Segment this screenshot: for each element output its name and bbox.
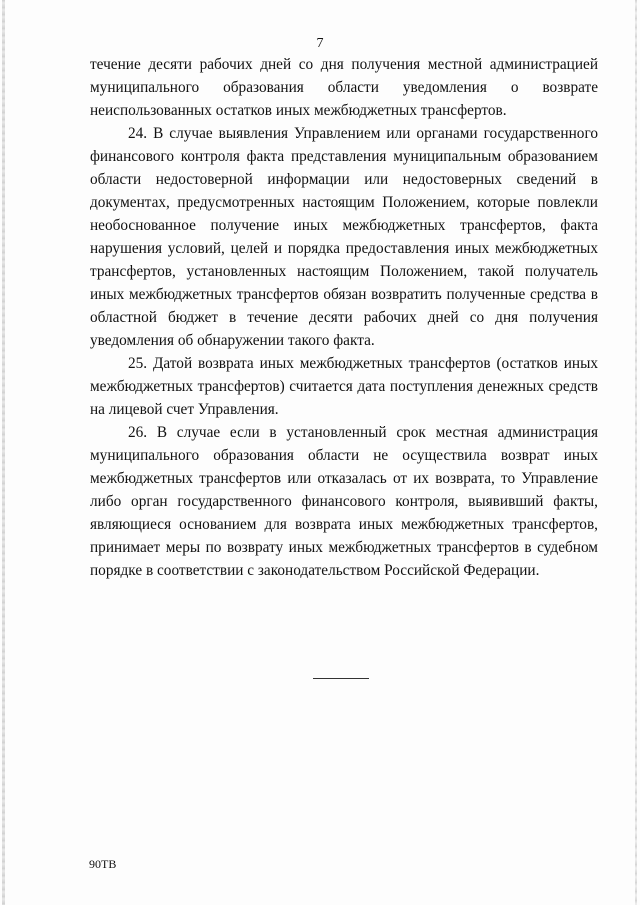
scan-edge-left <box>2 0 5 905</box>
paragraph-24: 24. В случае выявления Управлением или органами государственного финансового контроля факта представления муниципальным образованием области недостоверной информации или недостоверных сведений в документах, предусмотренных настоящим Положением, которые повлекли необоснованное получение иных межбюджетных трансфертов, факта нарушения условий, целей и порядка предоставления иных межбюджетных трансфертов, установленных настоящим Положением, такой получатель иных межбюджетных трансфертов обязан возвратить полученные средства в областной бюджет в течение десяти рабочих дней со дня получения уведомления об обнаружении такого факта. <box>90 125 598 349</box>
scan-edge-right <box>635 0 637 905</box>
paragraph-26: 26. В случае если в установленный срок местная администрация муниципального образования области не осуществила возврат иных межбюджетных трансфертов или отказалась от их возврата, то Управление либо орган государственного финансового контроля, выявивший факты, являющиеся основанием для возврата иных межбюджетных трансфертов, принимает меры по возврату иных межбюджетных трансфертов в судебном порядке в соответствии с законодательством Российской Федерации. <box>90 424 598 579</box>
paragraph-continuation: течение десяти рабочих дней со дня получения местной администрацией муниципального образования области уведомления о возврате неиспользованных остатков иных межбюджетных трансфертов. <box>90 56 598 119</box>
paragraph-25: 25. Датой возврата иных межбюджетных трансфертов (остатков иных межбюджетных трансфертов) считается дата поступления денежных средств на лицевой счет Управления. <box>90 355 598 418</box>
page-number: 7 <box>316 36 324 51</box>
end-divider-line <box>313 678 369 679</box>
footer-code: 90ТВ <box>89 857 117 871</box>
document-body <box>90 53 598 582</box>
